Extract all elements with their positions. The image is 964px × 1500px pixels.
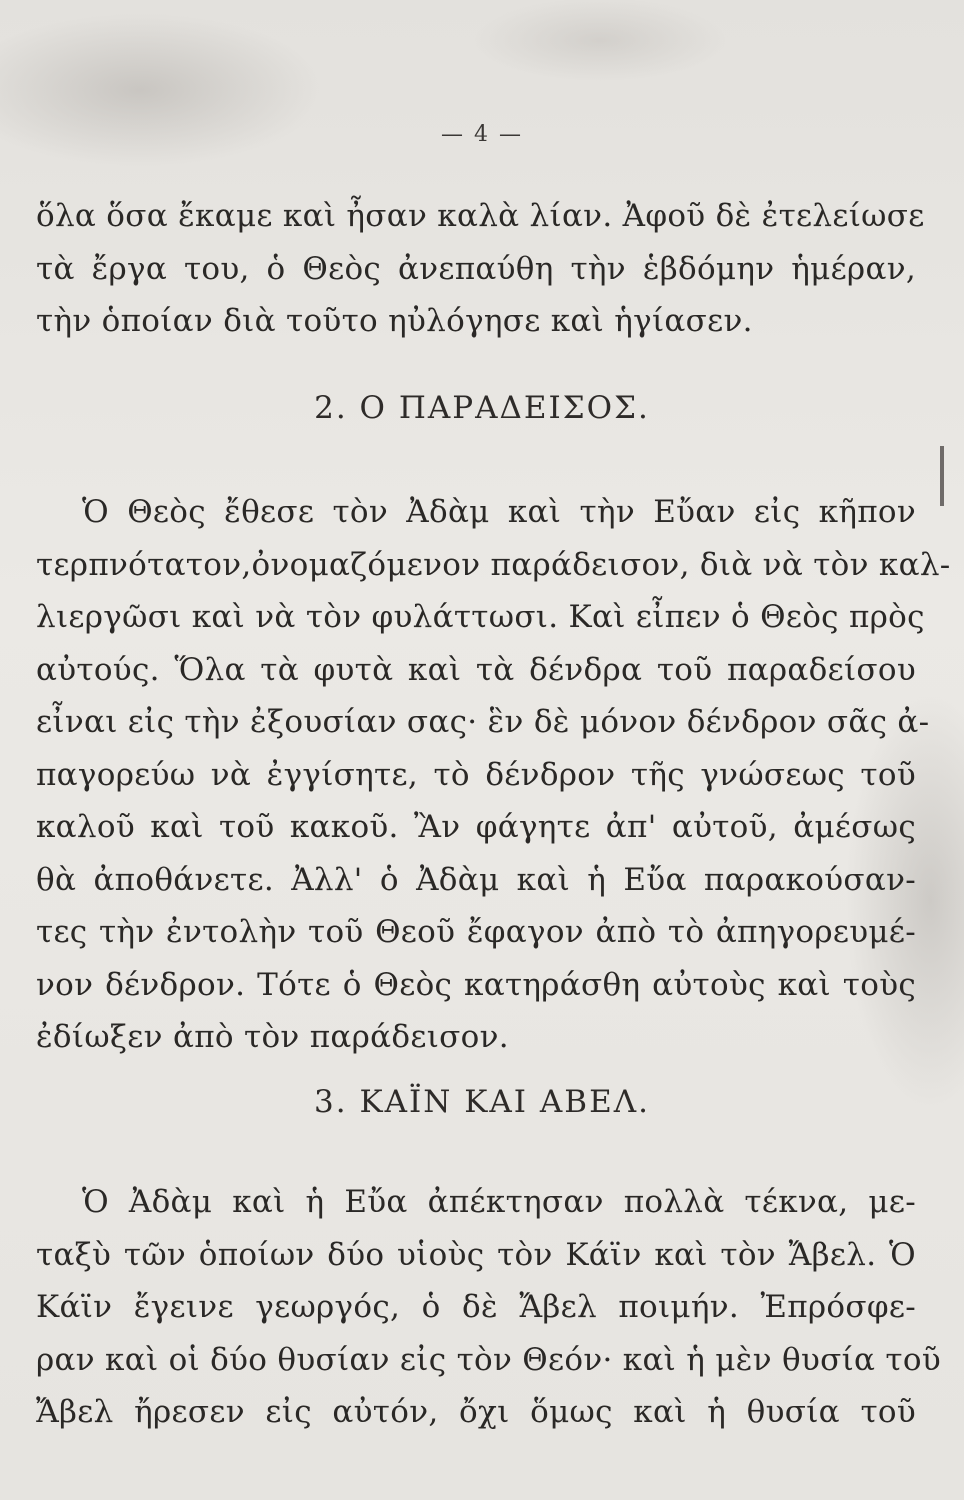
- text-line: νον δένδρον. Τότε ὁ Θεὸς κατηράσθη αὐτοὺς καὶ τοὺς: [36, 966, 916, 1003]
- text-line: παγορεύω νὰ ἐγγίσητε, τὸ δένδρον τῆς γνώσεως τοῦ: [36, 756, 916, 793]
- text-line: ταξὺ τῶν ὁποίων δύο υἱοὺς τὸν Κάϊν καὶ τὸν Ἄβελ. Ὁ: [36, 1236, 916, 1273]
- text-line: θὰ ἀποθάνετε. Ἀλλ' ὁ Ἀδὰμ καὶ ἡ Εὔα παρακούσαν-: [36, 861, 916, 898]
- page-number: — 4 —: [441, 122, 523, 147]
- text-line: ἐδίωξεν ἀπὸ τὸν παράδεισον.: [36, 1019, 509, 1055]
- cain-abel-paragraph: [36, 1176, 941, 1439]
- text-line: εἶναι εἰς τὴν ἐξουσίαν σας· ἓν δὲ μόνον δένδρον σᾶς ἀ-: [36, 704, 930, 740]
- intro-paragraph: [36, 190, 925, 348]
- text-line: καλοῦ καὶ τοῦ κακοῦ. Ἂν φάγητε ἀπ' αὐτοῦ, ἀμέσως: [36, 809, 916, 845]
- text-line: Ὁ Ἀδὰμ καὶ ἡ Εὔα ἀπέκτησαν πολλὰ τέκνα, με-: [82, 1184, 916, 1220]
- paradise-paragraph: [36, 486, 951, 1064]
- section-heading-paradise: 2. Ο ΠΑΡΑΔΕΙΣΟΣ.: [314, 390, 650, 426]
- text-line: Ὁ Θεὸς ἔθεσε τὸν Ἀδὰμ καὶ τὴν Εὔαν εἰς κῆπον: [82, 494, 916, 530]
- text-line: τὰ ἔργα του, ὁ Θεὸς ἀνεπαύθη τὴν ἑβδόμην ἡμέραν,: [36, 250, 916, 287]
- text-line: αὐτούς. Ὅλα τὰ φυτὰ καὶ τὰ δένδρα τοῦ παραδείσου: [36, 651, 916, 688]
- text-line: Κάϊν ἔγεινε γεωργός, ὁ δὲ Ἄβελ ποιμήν. Ἐπρόσφε-: [36, 1289, 916, 1325]
- text-line: λιεργῶσι καὶ νὰ τὸν φυλάττωσι. Καὶ εἶπεν ὁ Θεὸς πρὸς: [36, 599, 925, 635]
- text-line: ὅλα ὅσα ἔκαμε καὶ ἦσαν καλὰ λίαν. Ἀφοῦ δὲ ἐτελείωσε: [36, 198, 925, 234]
- text-line: τερπνότατον,ὀνομαζόμενον παράδεισον, διὰ νὰ τὸν καλ-: [36, 546, 951, 583]
- text-line: τὴν ὁποίαν διὰ τοῦτο ηὐλόγησε καὶ ἡγίασεν.: [36, 303, 753, 339]
- text-line: τες τὴν ἐντολὴν τοῦ Θεοῦ ἔφαγον ἀπὸ τὸ ἀπηγορευμέ-: [36, 914, 916, 950]
- text-line: ραν καὶ οἱ δύο θυσίαν εἰς τὸν Θεόν· καὶ ἡ μὲν θυσία τοῦ: [36, 1341, 941, 1378]
- margin-mark: [940, 446, 958, 506]
- text-line: Ἄβελ ἤρεσεν εἰς αὐτόν, ὄχι ὅμως καὶ ἡ θυσία τοῦ: [36, 1394, 916, 1430]
- section-heading-cain-abel: 3. ΚΑΪΝ ΚΑΙ ΑΒΕΛ.: [314, 1084, 650, 1120]
